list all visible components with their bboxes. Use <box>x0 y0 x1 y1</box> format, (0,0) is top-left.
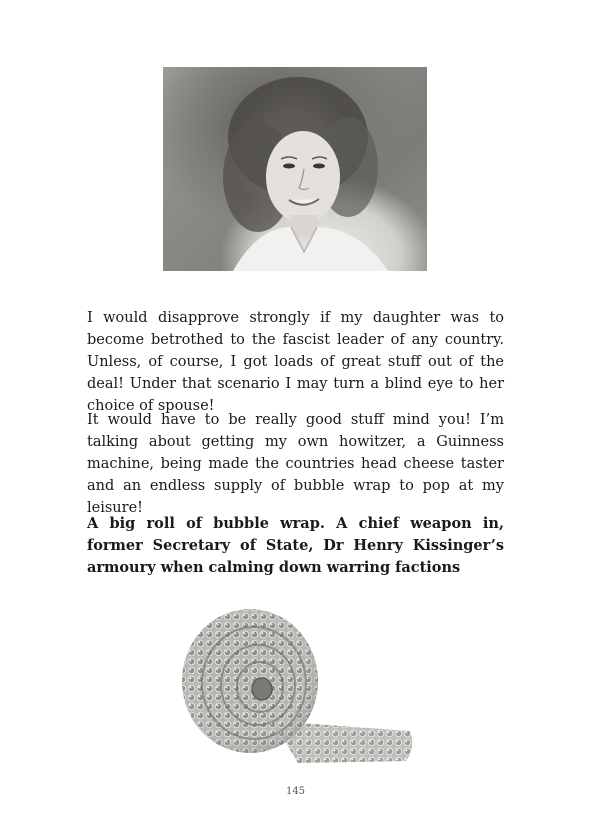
page-number: 145 <box>285 786 306 797</box>
bubble-wrap-photo <box>178 603 418 768</box>
portrait-illustration <box>163 67 427 271</box>
image-caption: A big roll of bubble wrap. A chief weapon in, former Secretary of State, Dr Henry Kissinger’s armoury when calming down warring factions <box>87 515 504 576</box>
body-paragraph-2: It would have to be really good stuff mind you! I’m talking about getting my own howitzer, a Guinness machine, being made the countries head cheese taster and an endless supply of bubble wrap to pop at my leisure! <box>87 412 504 516</box>
bubble-wrap-illustration <box>178 603 418 768</box>
body-paragraph-1: I would disapprove strongly if my daughter was to become betrothed to the fascist leader of any country. Unless, of course, I got loads of great stuff out of the deal! Under that scenario I may turn a blind eye to her choice of spouse! <box>87 310 504 414</box>
portrait-photo <box>163 67 427 271</box>
